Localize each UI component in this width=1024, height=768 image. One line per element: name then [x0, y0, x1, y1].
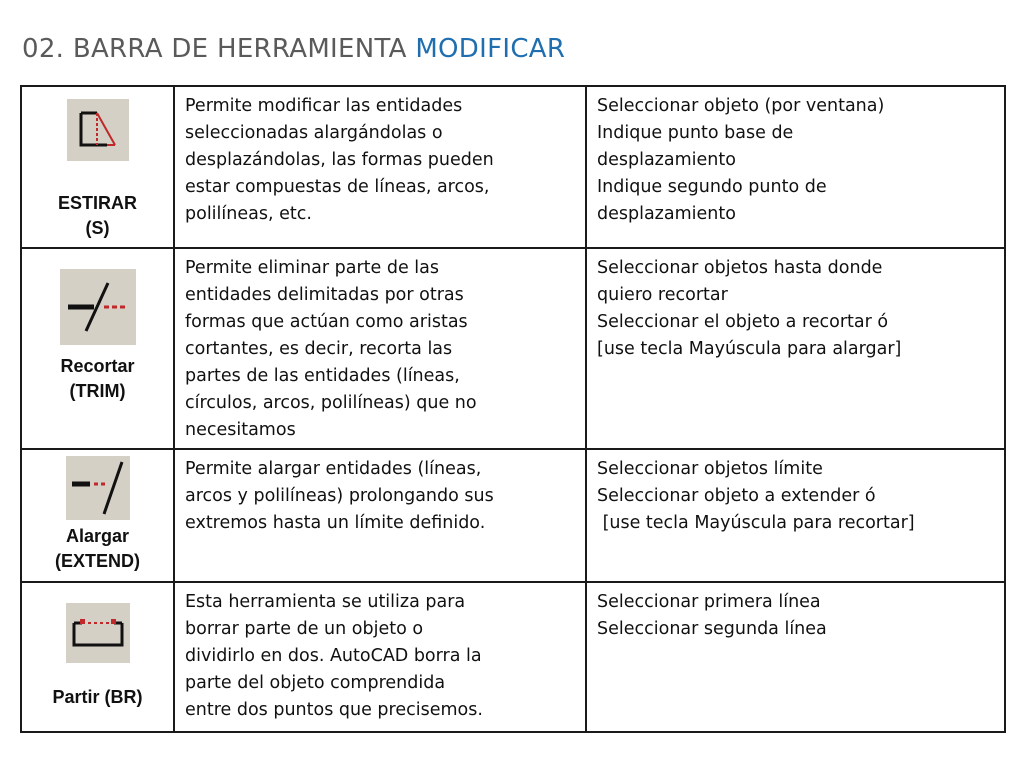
tool-cell-stretch [21, 86, 174, 248]
trim-icon [60, 269, 136, 345]
break-icon [66, 603, 130, 663]
stretch-icon [67, 99, 129, 161]
tool-name: Partir (BR) [52, 687, 143, 707]
tool-cell-extend [21, 449, 174, 582]
table-row [21, 248, 1005, 449]
tools-table [20, 85, 1006, 733]
tool-description: Permite alargar entidades (líneas, arcos y polilíneas) prolongando sus extremos hasta un límite definido. [174, 449, 586, 582]
tool-steps: Seleccionar objetos hasta donde quiero recortar Seleccionar el objeto a recortar ó [use tecla Mayúscula para alargar] [586, 248, 1005, 449]
tool-steps: Seleccionar objeto (por ventana) Indique punto base de desplazamiento Indique segundo punto de desplazamiento [586, 86, 1005, 248]
table-row [21, 582, 1005, 732]
tool-name: Recortar (TRIM) [60, 356, 135, 401]
table-row [21, 86, 1005, 248]
table-row [21, 449, 1005, 582]
tool-cell-break [21, 582, 174, 732]
tool-steps: Seleccionar objetos límite Seleccionar objeto a extender ó [use tecla Mayúscula para recortar] [586, 449, 1005, 582]
tool-description: Esta herramienta se utiliza para borrar parte de un objeto o dividirlo en dos. AutoCAD borra la parte del objeto comprendida entre dos puntos que precisemos. [174, 582, 586, 732]
tool-cell-trim [21, 248, 174, 449]
title-prefix: 02. BARRA DE HERRAMIENTA [22, 34, 416, 64]
page-title [22, 34, 565, 64]
tool-steps: Seleccionar primera línea Seleccionar segunda línea [586, 582, 1005, 732]
tool-name: Alargar (EXTEND) [55, 526, 140, 571]
tool-description: Permite eliminar parte de las entidades delimitadas por otras formas que actúan como aristas cortantes, es decir, recorta las partes de las entidades (líneas, círculos, arcos, polilíneas) que no necesitamos [174, 248, 586, 449]
tool-description: Permite modificar las entidades seleccionadas alargándolas o desplazándolas, las formas pueden estar compuestas de líneas, arcos, polilíneas, etc. [174, 86, 586, 248]
extend-icon [66, 456, 130, 520]
tool-name: ESTIRAR (S) [57, 193, 137, 238]
title-accent: MODIFICAR [415, 34, 566, 64]
